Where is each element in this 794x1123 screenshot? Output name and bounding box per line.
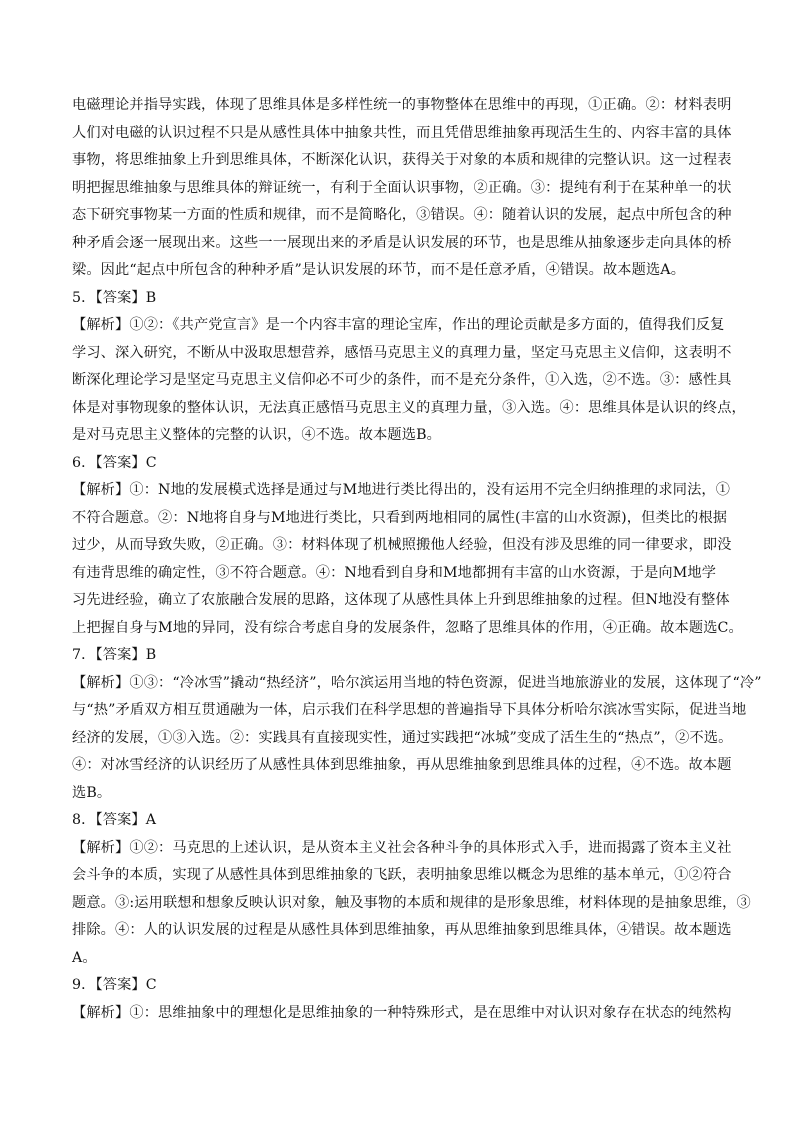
answer-heading-9: 9．【答案】C xyxy=(72,977,157,993)
text-line: 题意。③:运用联想和想象反映认识对象，触及事物的本质和规律的是形象思维，材料体现的是抽象思维，③ xyxy=(72,894,751,911)
text-line: 上把握自身与M地的异同，没有综合考虑自身的发展条件，忽略了思维具体的作用，④正确。故本题选C。 xyxy=(72,619,743,636)
text-line: 经济的发展，①③入选。②：实践具有直接现实性，通过实践把“冰城”变成了活生生的“热点”，②不选。 xyxy=(72,729,733,746)
text-line: 与“热”矛盾双方相互贯通融为一体，启示我们在科学思想的普遍指导下具体分析哈尔滨冰雪实际，促进当地 xyxy=(72,702,747,718)
text-line: 不符合题意。②：N地将自身与M地进行类比，只看到两地相同的属性(丰富的山水资源)，但类比的根据 xyxy=(72,509,728,526)
text-line: 学习、深入研究，不断从中汲取思想营养，感悟马克思主义的真理力量，坚定马克思主义信仰，这表明不 xyxy=(72,344,732,361)
text-line: 事物，将思维抽象上升到思维具体，不断深化认识，获得关于对象的本质和规律的完整认识。这一过程表 xyxy=(72,152,732,168)
text-line: 电磁理论并指导实践，体现了思维具体是多样性统一的事物整体在思维中的再现，①正确。②：材料表明 xyxy=(72,97,732,113)
analysis-line: 【解析】①③：“冷冰雪”撬动“热经济”，哈尔滨运用当地的特色资源，促进当地旅游业的发展，这体现了“冷” xyxy=(72,674,762,691)
document-page xyxy=(72,92,762,1027)
text-line: 排除。④：人的认识发展的过程是从感性具体到思维抽象，再从思维抽象到思维具体，④错误。故本题选 xyxy=(72,922,732,938)
text-line: 有违背思维的确定性，③不符合题意。④：N地看到自身和M地都拥有丰富的山水资源，于是向M地学 xyxy=(72,564,717,581)
text-line: 会斗争的本质，实现了从感性具体到思维抽象的飞跃，表明抽象思维以概念为思维的基本单元，①②符合 xyxy=(72,867,732,883)
text-line: 态下研究事物某一方面的性质和规律，而不是简略化，③错误。④：随着认识的发展，起点中所包含的种 xyxy=(72,207,732,223)
text-line: 梁。因此“起点中所包含的种种矛盾”是认识发展的环节，而不是任意矛盾，④错误。故本题选A。 xyxy=(72,262,686,278)
answer-heading-8: 8．【答案】A xyxy=(72,812,157,828)
text-line: A。 xyxy=(72,949,97,966)
text-line: 人们对电磁的认识过程不只是从感性具体中抽象共性，而且凭借思维抽象再现活生生的、内容丰富的具体 xyxy=(72,124,732,141)
text-line: 体是对事物现象的整体认识，无法真正感悟马克思主义的真理力量，③入选。④：思维具体是认识的终点， xyxy=(72,399,746,416)
answer-heading-7: 7．【答案】B xyxy=(72,647,157,663)
analysis-line: 【解析】①：N地的发展模式选择是通过与M地进行类比得出的，没有运用不完全归纳推理的求同法，① xyxy=(72,482,731,498)
text-line: ④：对冰雪经济的认识经历了从感性具体到思维抽象，再从思维抽象到思维具体的过程，④不选。故本题 xyxy=(72,757,732,773)
text-line: 种矛盾会逐一展现出来。这些一一展现出来的矛盾是认识发展的环节，也是思维从抽象逐步走向具体的桥 xyxy=(72,234,732,251)
analysis-line: 【解析】①②：马克思的上述认识，是从资本主义社会各种斗争的具体形式入手，进而揭露了资本主义社 xyxy=(72,839,732,856)
answer-heading-6: 6．【答案】C xyxy=(72,454,157,471)
text-line: 习先进经验，确立了农旅融合发展的思路，这体现了从感性具体上升到思维抽象的过程。但N地没有整体 xyxy=(72,592,730,608)
text-line: 过少，从而导致失败，②正确。③：材料体现了机械照搬他人经验，但没有涉及思维的同一律要求，即没 xyxy=(72,537,732,553)
text-line: 明把握思维抽象与思维具体的辩证统一，有利于全面认识事物，②正确。③：提纯有利于在某种单一的状 xyxy=(72,179,732,196)
text-line: 是对马克思主义整体的完整的认识，④不选。故本题选B。 xyxy=(72,427,442,443)
answer-heading-5: 5．【答案】B xyxy=(72,289,157,306)
text-line: 选B。 xyxy=(72,784,112,801)
analysis-line: 【解析】①：思维抽象中的理想化是思维抽象的一种特殊形式，是在思维中对认识对象存在状态的纯然构 xyxy=(72,1004,732,1021)
analysis-line: 【解析】①②：《共产党宣言》是一个内容丰富的理论宝库，作出的理论贡献是多方面的，值得我们反复 xyxy=(72,317,725,333)
text-line: 断深化理论学习是坚定马克思主义信仰必不可少的条件，而不是充分条件，①入选，②不选。③：感性具 xyxy=(72,372,732,388)
